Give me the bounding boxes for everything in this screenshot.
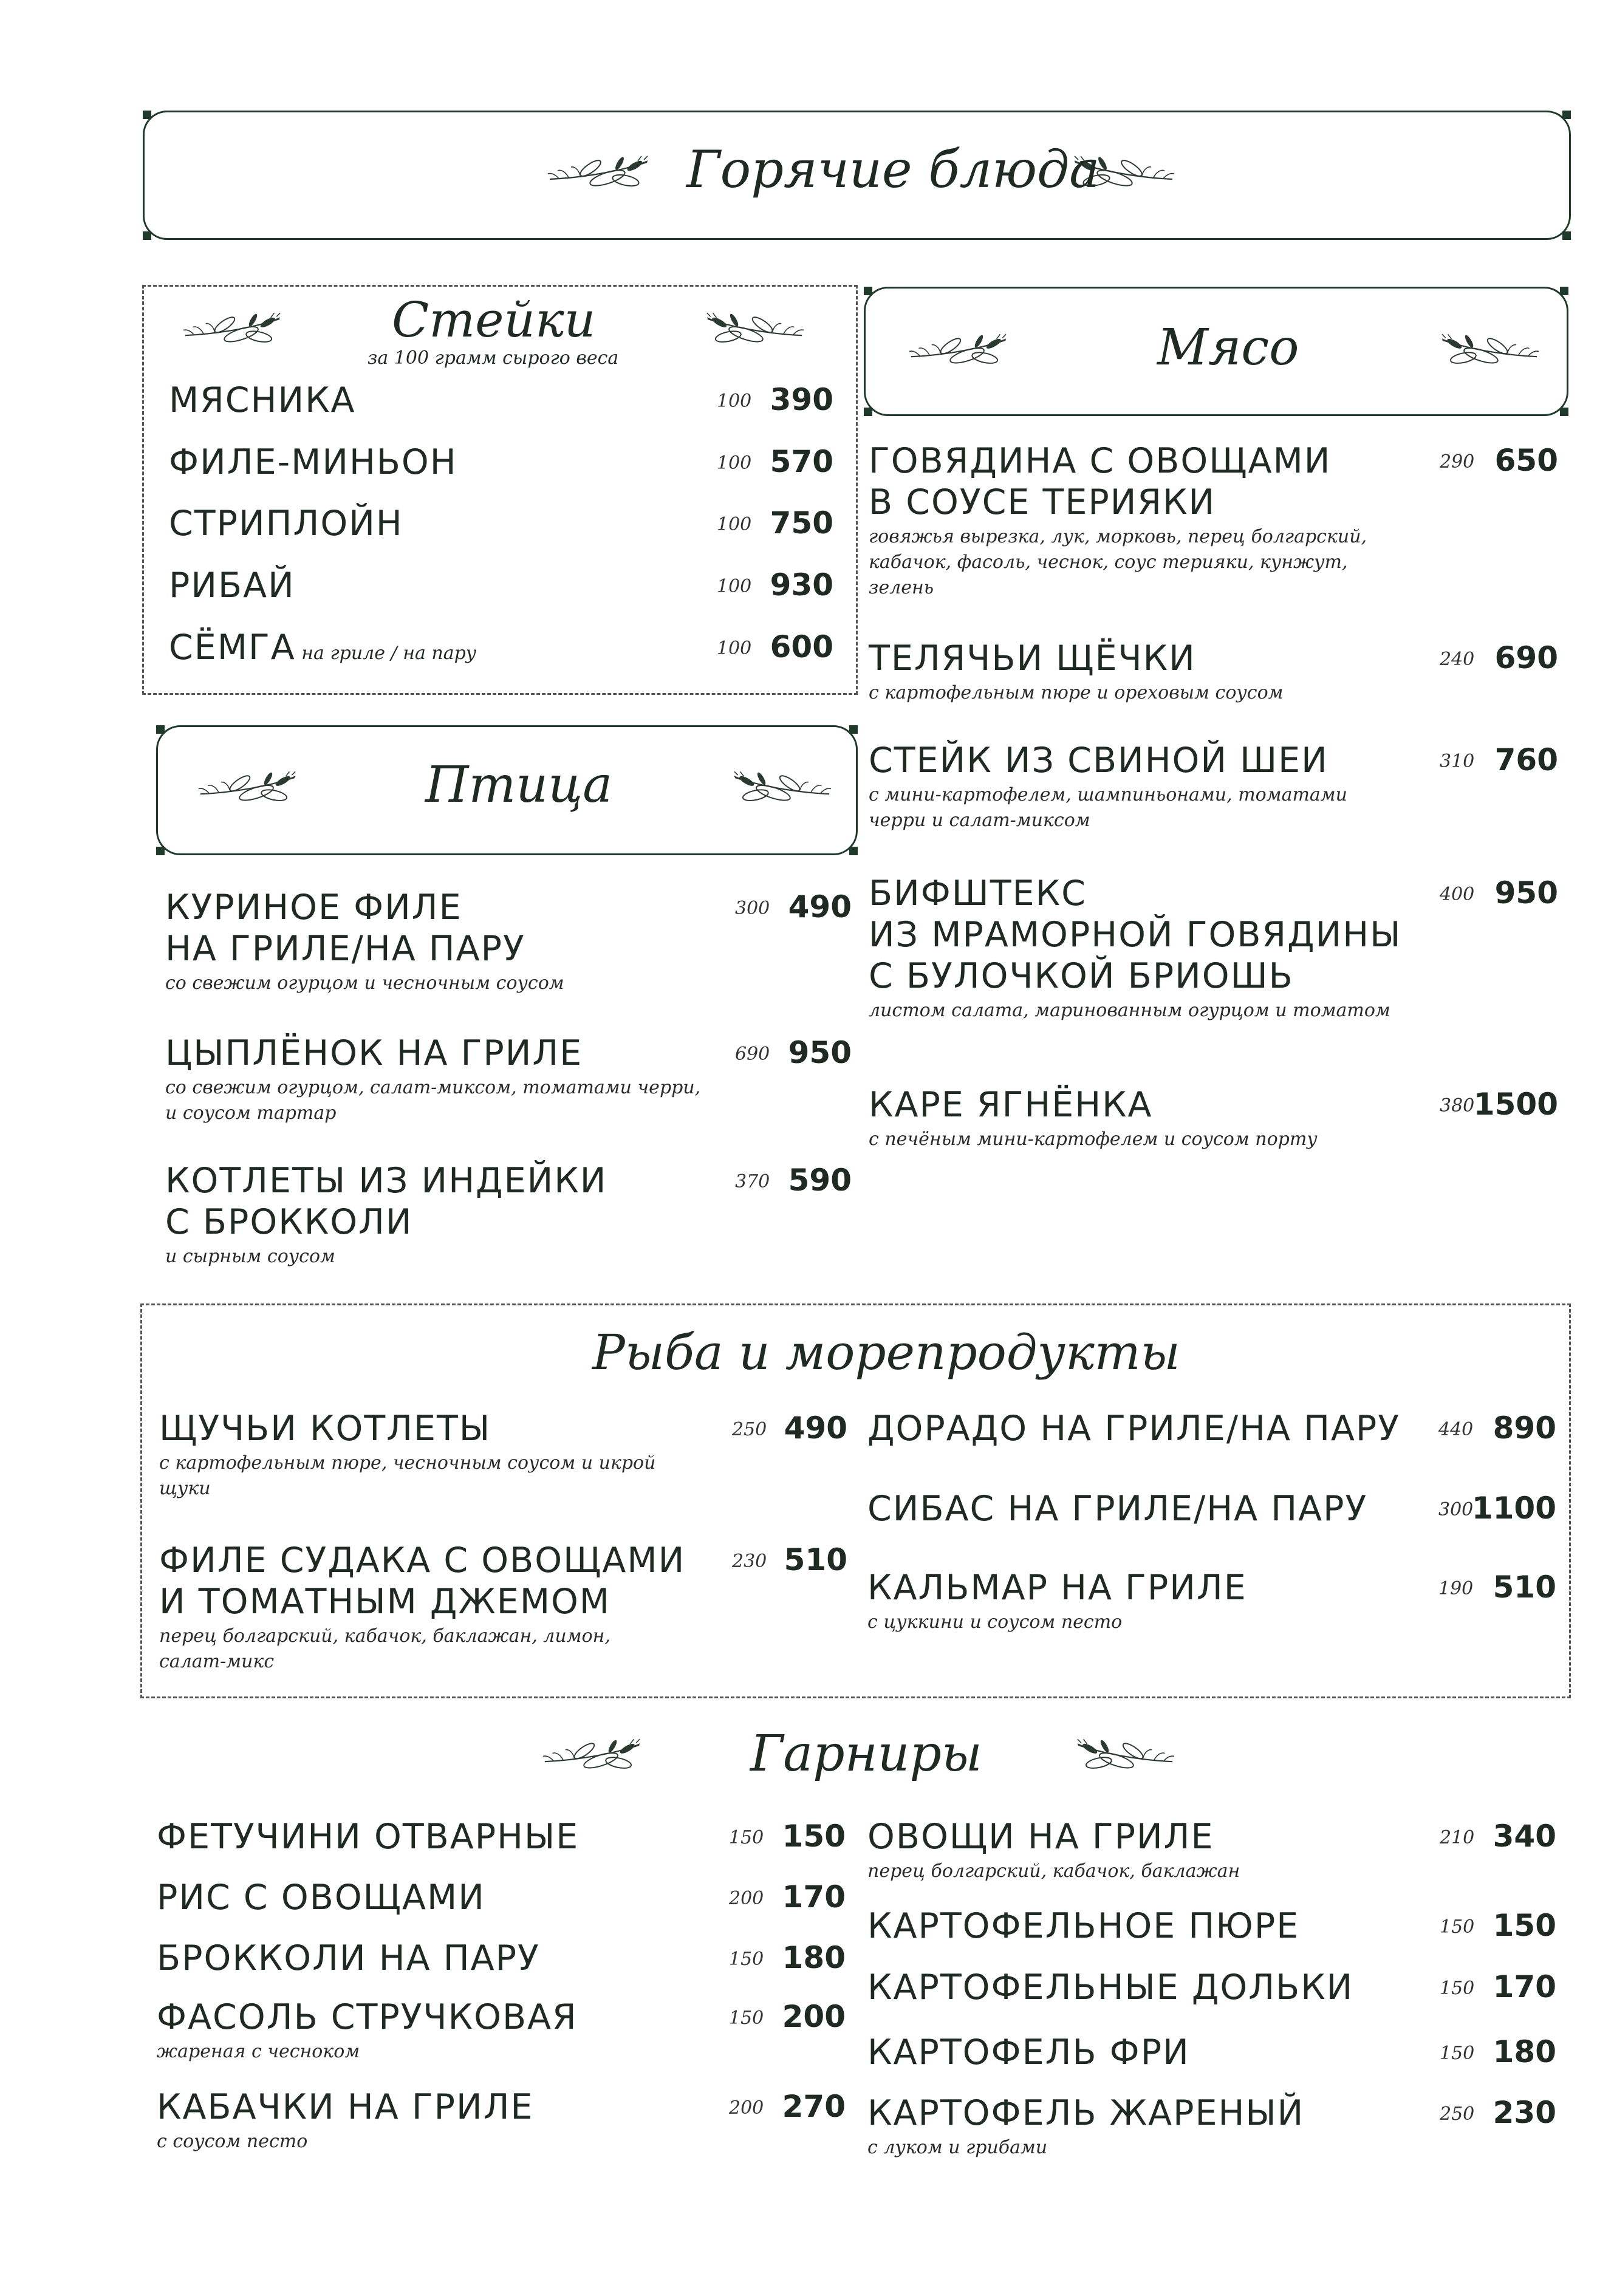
menu-item-name (157, 1877, 728, 1918)
banner-corner (156, 847, 165, 855)
menu-item-price: 1100 (1471, 1491, 1556, 1526)
menu-item-name (867, 1967, 1438, 2008)
olive-sprig-icon (547, 152, 650, 194)
menu-item-name (869, 638, 1440, 679)
menu-item-name-text: КАЛЬМАР НА ГРИЛЕ (867, 1568, 1247, 1608)
menu-item-name-text: КАРТОФЕЛЬНЫЕ ДОЛЬКИ (867, 1967, 1354, 2007)
menu-item-name (169, 442, 716, 483)
banner-corner (143, 231, 151, 240)
banner-corner (143, 111, 151, 119)
steaks-subtitle: за 100 грамм сырого веса (368, 347, 619, 369)
menu-item-name-text: ОВОЩИ НА ГРИЛЕ (867, 1817, 1214, 1857)
menu-item-name-text: КАБАЧКИ НА ГРИЛЕ (157, 2087, 534, 2127)
menu-item-description: с мини-картофелем, шампиньонами, томатами черри и салат-миксом (869, 784, 1347, 831)
menu-item-weight: 210 (1440, 1827, 1475, 1848)
menu-item-name (169, 503, 716, 544)
banner-corner (849, 725, 858, 734)
menu-item-weight: 150 (729, 2007, 764, 2029)
menu-item-price: 570 (770, 444, 833, 479)
menu-item-weight: 250 (1440, 2103, 1475, 2125)
menu-item (165, 1033, 736, 1126)
menu-item-name (165, 887, 736, 969)
menu-item-name (869, 1084, 1440, 1126)
menu-item-name-text: КАРТОФЕЛЬ ЖАРЕНЫЙ (867, 2093, 1305, 2133)
menu-item (165, 1160, 736, 1269)
menu-item-name (867, 1567, 1438, 1608)
menu-item-name (159, 1408, 736, 1449)
banner-corner (1562, 231, 1571, 240)
menu-item-description: с луком и грибами (867, 2137, 1048, 2158)
menu-item (869, 440, 1440, 601)
menu-item-price: 490 (784, 1410, 847, 1446)
menu-item-weight: 100 (717, 638, 752, 659)
menu-item-price: 1500 (1473, 1087, 1558, 1122)
menu-item-price: 510 (784, 1542, 847, 1577)
menu-item-name-text: СТРИПЛОЙН (169, 504, 403, 544)
menu-item-description: листом салата, маринованным огурцом и томатом (869, 1000, 1390, 1021)
menu-item-description: жареная с чесноком (157, 2041, 360, 2062)
menu-item-weight: 250 (732, 1419, 767, 1440)
menu-item (159, 1408, 736, 1502)
menu-item-weight: 100 (717, 576, 752, 597)
menu-item-name (169, 565, 716, 606)
menu-item-name (165, 1160, 736, 1243)
menu-item-name-text: ФЕТУЧИНИ ОТВАРНЫЕ (157, 1817, 580, 1857)
menu-item (157, 2086, 728, 2154)
menu-item-description: и сырным соусом (165, 1246, 335, 1267)
menu-item-weight: 440 (1438, 1419, 1474, 1440)
menu-item-price: 180 (1493, 2034, 1556, 2069)
menu-item-price: 950 (788, 1035, 852, 1070)
menu-item-name (165, 1033, 736, 1074)
banner-corner (849, 847, 858, 855)
menu-item-price: 270 (782, 2089, 846, 2124)
menu-item-description: с цуккини и соусом песто (867, 1611, 1123, 1633)
menu-item-description: перец болгарский, кабачок, баклажан, лимон, салат-микс (159, 1625, 610, 1672)
menu-item-price: 510 (1493, 1570, 1556, 1605)
menu-item (169, 442, 716, 483)
menu-item-price: 600 (770, 629, 833, 665)
menu-item (159, 1540, 736, 1675)
menu-item-name (869, 873, 1440, 997)
menu-item-name-text: ФАСОЛЬ СТРУЧКОВАЯ (157, 1997, 578, 2037)
banner-corner (864, 408, 872, 416)
menu-item (869, 740, 1440, 833)
olive-sprig-icon (908, 331, 1008, 371)
menu-item-weight: 200 (729, 1888, 764, 1909)
menu-item-weight: 300 (1438, 1499, 1474, 1520)
menu-item-name-text: ФИЛЕ СУДАКА С ОВОЩАМИ И ТОМАТНЫМ ДЖЕМОМ (159, 1540, 686, 1622)
menu-item-price: 690 (1494, 640, 1558, 675)
menu-item-weight: 690 (735, 1044, 770, 1065)
olive-sprig-icon (1440, 331, 1540, 371)
poultry-title: Птица (425, 756, 613, 814)
menu-item (867, 1408, 1438, 1449)
menu-item-price: 390 (770, 382, 833, 417)
menu-item-name-text: ТЕЛЯЧЬИ ЩЁЧКИ (869, 638, 1196, 678)
menu-item (867, 2032, 1438, 2073)
menu-item-name-text: СТЕЙК ИЗ СВИНОЙ ШЕИ (869, 740, 1328, 781)
sides-title: Гарниры (750, 1725, 982, 1783)
menu-item (157, 1997, 728, 2065)
menu-item-weight: 100 (717, 391, 752, 412)
menu-item-name (867, 2032, 1438, 2073)
menu-item-name (157, 2086, 728, 2128)
menu-item-description: со свежим огурцом и чесночным соусом (165, 972, 564, 994)
menu-item-name-text: КАРТОФЕЛЬНОЕ ПЮРЕ (867, 1906, 1300, 1946)
menu-item (169, 503, 716, 544)
menu-item-name-text: БИФШТЕКС ИЗ МРАМОРНОЙ ГОВЯДИНЫ С БУЛОЧКОЙ БРИОШЬ (869, 873, 1402, 996)
menu-item-weight: 240 (1440, 649, 1475, 670)
olive-sprig-icon (705, 310, 805, 349)
menu-item (867, 1967, 1438, 2008)
menu-item-name-text: ФИЛЕ-МИНЬОН (169, 442, 457, 482)
menu-item-name-text: РИБАЙ (169, 565, 295, 606)
menu-item-weight: 150 (1440, 1916, 1475, 1938)
menu-item-name-text: БРОККОЛИ НА ПАРУ (157, 1938, 540, 1978)
olive-sprig-icon (197, 768, 298, 808)
menu-item-weight: 150 (729, 1949, 764, 1970)
menu-item-weight: 370 (735, 1171, 770, 1192)
menu-item-description: с картофельным пюре, чесночным соусом и икрой щуки (159, 1452, 656, 1499)
menu-item-price: 650 (1494, 443, 1558, 478)
menu-item-weight: 150 (729, 1827, 764, 1848)
menu-item-weight: 150 (1440, 1978, 1475, 1999)
menu-item-name (169, 380, 716, 421)
menu-item-name-text: КАРЕ ЯГНЁНКА (869, 1085, 1153, 1125)
menu-item (867, 1905, 1438, 1947)
menu-item (169, 627, 716, 674)
menu-item-name-text: СИБАС НА ГРИЛЕ/НА ПАРУ (867, 1489, 1368, 1529)
menu-item-price: 170 (782, 1879, 846, 1915)
menu-item-description: перец болгарский, кабачок, баклажан (867, 1860, 1240, 1882)
page-title: Горячие блюда (686, 140, 1100, 199)
menu-item-price: 490 (788, 889, 852, 924)
menu-item-name-text: РИС С ОВОЩАМИ (157, 1877, 485, 1918)
menu-item-note: на гриле / на пару (295, 643, 477, 664)
menu-item-name-text: ЩУЧЬИ КОТЛЕТЫ (159, 1409, 491, 1449)
menu-item-weight: 290 (1440, 451, 1475, 473)
steaks-title: Стейки (392, 292, 596, 348)
menu-item-name (867, 1488, 1438, 1529)
menu-item (157, 1938, 728, 1979)
menu-item-name-text: СЁМГА (169, 627, 296, 668)
menu-item-name (867, 2093, 1438, 2134)
menu-item (157, 1877, 728, 1918)
menu-item-name (869, 740, 1440, 781)
menu-item-price: 150 (782, 1819, 846, 1854)
menu-item-weight: 380 (1440, 1095, 1475, 1116)
menu-item (867, 1488, 1438, 1529)
menu-item-weight: 190 (1438, 1578, 1474, 1599)
menu-item-weight: 310 (1440, 751, 1475, 772)
menu-item-name-text: МЯСНИКА (169, 380, 356, 420)
menu-item-weight: 300 (735, 898, 770, 919)
banner-corner (1560, 287, 1568, 295)
menu-item-name (157, 1997, 728, 2038)
menu-item (169, 380, 716, 421)
banner-corner (864, 287, 872, 295)
menu-item-name-text: КОТЛЕТЫ ИЗ ИНДЕЙКИ С БРОККОЛИ (165, 1161, 607, 1242)
menu-item-price: 950 (1494, 875, 1558, 911)
meat-title: Мясо (1157, 319, 1299, 377)
menu-item-price: 760 (1494, 742, 1558, 777)
menu-item-weight: 150 (1440, 2043, 1475, 2064)
menu-item-price: 890 (1493, 1410, 1556, 1446)
olive-sprig-icon (1075, 1736, 1175, 1775)
olive-sprig-icon (182, 310, 282, 349)
menu-item-weight: 100 (717, 453, 752, 474)
menu-item (867, 2093, 1438, 2161)
menu-item (867, 1567, 1438, 1635)
menu-item-price: 180 (782, 1940, 846, 1975)
menu-item-name (867, 1816, 1438, 1857)
menu-item-weight: 100 (717, 514, 752, 535)
menu-item-name (869, 440, 1440, 523)
banner-corner (156, 725, 165, 734)
menu-item-weight: 400 (1440, 884, 1475, 905)
menu-item-description: говяжья вырезка, лук, морковь, перец болгарский, кабачок, фасоль, чеснок, соус терияки, кунжут, зелень (869, 526, 1367, 598)
menu-item-price: 200 (782, 1999, 846, 2034)
menu-item-description: с картофельным пюре и ореховым соусом (869, 682, 1284, 703)
menu-item-weight: 230 (732, 1551, 767, 1572)
menu-item-price: 750 (770, 505, 833, 541)
olive-sprig-icon (732, 768, 832, 808)
menu-item-name-text: ЦЫПЛЁНОК НА ГРИЛЕ (165, 1033, 583, 1073)
menu-item-price: 170 (1493, 1969, 1556, 2004)
menu-item-name (867, 1905, 1438, 1947)
banner-corner (1562, 111, 1571, 119)
menu-item (157, 1816, 728, 1857)
menu-item-price: 930 (770, 567, 833, 603)
menu-item-price: 150 (1493, 1908, 1556, 1943)
menu-item (165, 887, 736, 996)
menu-item-name (157, 1938, 728, 1979)
menu-item-description: с соусом песто (157, 2131, 308, 2152)
menu-item-name-text: ГОВЯДИНА С ОВОЩАМИ В СОУСЕ ТЕРИЯКИ (869, 441, 1332, 522)
menu-item-price: 340 (1493, 1819, 1556, 1854)
banner-corner (1560, 408, 1568, 416)
menu-item-description: с печёным мини-картофелем и соусом порту (869, 1129, 1318, 1150)
menu-item (169, 565, 716, 606)
menu-item-price: 590 (788, 1163, 852, 1198)
menu-item (869, 873, 1440, 1023)
menu-item-name (157, 1816, 728, 1857)
menu-item-price: 230 (1493, 2095, 1556, 2130)
menu-item (869, 638, 1440, 706)
menu-item (869, 1084, 1440, 1152)
menu-item-name (169, 627, 716, 674)
olive-sprig-icon (542, 1736, 642, 1775)
menu-item-name (159, 1540, 736, 1622)
menu-item (867, 1816, 1438, 1884)
menu-item-name-text: ДОРАДО НА ГРИЛЕ/НА ПАРУ (867, 1409, 1401, 1449)
menu-item-name-text: КУРИНОЕ ФИЛЕ НА ГРИЛЕ/НА ПАРУ (165, 887, 525, 969)
fish-title: Рыба и морепродукты (592, 1324, 1180, 1381)
menu-item-name (867, 1408, 1438, 1449)
menu-item-name-text: КАРТОФЕЛЬ ФРИ (867, 2032, 1190, 2072)
menu-item-description: со свежим огурцом, салат-миксом, томатами черри, и соусом тартар (165, 1077, 701, 1124)
menu-item-weight: 200 (729, 2097, 764, 2119)
